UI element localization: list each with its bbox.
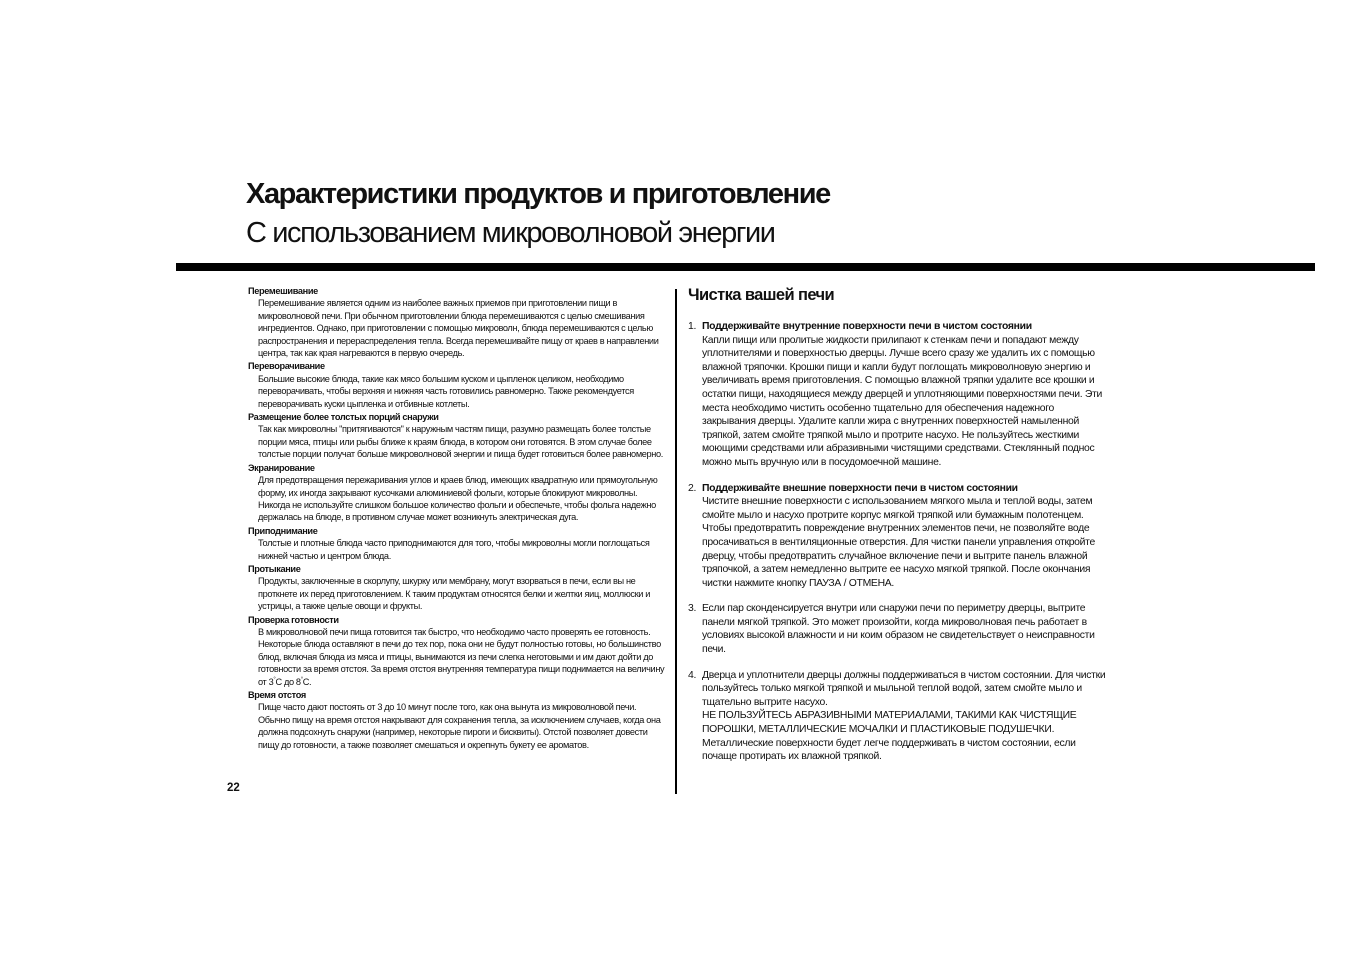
degree-sign: ° [273,676,276,683]
cleaning-item [688,669,1108,764]
left-column [248,284,668,751]
text-part: С. [302,676,312,687]
section-text [258,626,668,688]
item-warning-text: НЕ ПОЛЬЗУЙТЕСЬ АБРАЗИВНЫМИ МАТЕРИАЛАМИ, ТАКИМИ КАК ЧИСТЯЩИЕ ПОРОШКИ, МЕТАЛЛИЧЕСКИЕ МОЧАЛКИ И ПЛАСТИКОВЫЕ ПОДУШЕЧКИ. Металлические поверхности будет легче поддерживать в чистом состоянии, если почаще протирать их влажной тряпкой. [702,710,1077,763]
section-heading: Протыкание [248,563,301,574]
text-part: С до 8 [275,676,301,687]
section-heading: Приподнимание [248,525,318,536]
item-heading: Поддерживайте внешние поверхности печи в чистом состоянии [702,482,1018,494]
section-heading: Переворачивание [248,361,325,372]
section-text: Большие высокие блюда, такие как мясо большим куском и цыпленок целиком, необходимо переворачивать, чтобы верхняя и нижняя часть готовились равномерно. Также рекомендуется переворачивать куски цыпленка и отбивные котлеты. [258,373,634,409]
item-body [702,482,1108,591]
section-elevating [248,524,668,562]
section-text: Так как микроволны "притягиваются" к наружным частям пищи, разумно размещать более толстые порции мяса, птицы или рыбы ближе к краям блюда, в котором они готовятся. В этом случае более толстые порции получат больше микроволновой энергии и пища будет готовиться более равномерно. [258,424,663,460]
section-shielding [248,461,668,524]
text-part: В микроволновой печи пища готовится так быстро, что необходимо часто проверять ее готовность. Некоторые блюда оставляют в печи до тех пор, пока они не будут полностью готовы, но большинство блюд, включая блюда из мяса и птицы, вынимаются из печи слегка неготовыми и им дают дойти до готовности за время отстоя. За время отстоя внутренняя температура пищи поднимается на величину от 3 [258,626,665,687]
page-subtitle: С использованием микроволновой энергии [246,217,775,249]
column-divider [675,289,677,794]
section-heading: Перемешивание [248,286,318,296]
section-text: Толстые и плотные блюда часто приподнимаются для того, чтобы микроволны могли поглощаться нижней частью и центром блюда. [258,538,650,561]
cleaning-title: Чистка вашей печи [688,286,835,304]
section-piercing [248,562,668,613]
degree-sign: ° [300,676,303,683]
section-heading: Экранирование [248,462,315,473]
item-number: 4. [688,669,697,681]
page-title: Характеристики продуктов и приготовление [246,178,830,210]
section-heading: Время отстоя [248,690,306,700]
item-number: 3. [688,603,697,615]
item-text: Если пар сконденсируется внутри или снаружи печи по периметру дверцы, вытрите панели мягкой тряпкой. Это может произойти, когда микроволновая печь работает в условиях высокой влажности и ни коим образом не свидетельствует о неисправности печи. [702,603,1095,656]
item-number: 2. [688,482,697,494]
item-number: 1. [688,321,697,332]
section-turning [248,359,668,410]
section-standing-time [248,688,668,751]
section-text: Перемешивание является одним из наиболее важных приемов при приготовлении пищи в микроволновой печи. При обычном приготовлении блюда перемешиваются с целью смешивания ингредиентов. Однако, при приготовлении с помощью микроволн, блюда перемешиваются с целью распространения и перераспределения тепла. Всегда перемешивайте пищу от краев в направлении центра, так как края нагреваются в первую очередь. [258,298,659,359]
cleaning-item [688,602,1108,656]
section-stirring [248,284,668,359]
item-body [702,320,1108,470]
page-number: 22 [227,782,240,794]
item-body [702,669,1108,764]
section-text: Для предотвращения пережаривания углов и краев блюд, имеющих квадратную или прямоугольную форму, их иногда закрывают кусочками алюминиевой фольги, которые блокируют микроволны. Никогда не используйте слишком большое количество фольги и обеспечьте, чтобы фольга надежно держалась на блюде, в противном случае может возникнуть электрическая дуга. [258,475,658,523]
cleaning-item [688,320,1108,470]
section-heading: Размещение более толстых порций снаружи [248,412,439,423]
section-doneness [248,613,668,688]
item-text: Дверца и уплотнители дверцы должны поддерживаться в чистом состоянии. Для чистки пользуйтесь только мягкой тряпкой и мыльной теплой водой, затем смойте мыло и тщательно вытрите насухо. [702,669,1106,708]
item-text: Чистите внешние поверхности с использованием мягкого мыла и теплой воды, затем смойте мыло и насухо протрите корпус мягкой тряпкой или бумажным полотенцем. Чтобы предотвратить повреждение внутренних элементов печи, не позволяйте воде просачиваться в вентиляционные отверстия. Для чистки панели управления откройте дверцу, чтобы предотвратить случайное включение печи и вытрите панель влажной тряпочкой, а затем немедленно вытрите ее насухо мягкой тряпкой. После окончания чистки нажмите кнопку ПАУЗА / ОТМЕНА. [702,496,1095,589]
right-column [688,284,1108,776]
cleaning-item [688,482,1108,591]
section-heading: Проверка готовности [248,614,339,625]
section-text: Продукты, заключенные в скорлупу, шкурку или мембрану, могут взорваться в печи, если вы не проткнете их перед приготовлением. К таким продуктам относятся белки и желтки яиц, моллюски и устрицы, а также целые овощи и фрукты. [258,576,651,612]
item-text: Капли пищи или пролитые жидкости прилипают к стенкам печи и попадают между уплотнителями и поверхностью дверцы. Лучше всего сразу же удалить их с помощью влажной тряпочки. Крошки пищи и капли будут поглощать микроволновую энергию и увеличивать время приготовления. С помощью влажной тряпки удалите все крошки и остатки пищи, находящиеся между дверцей и уплотняющими поверхностями печи. Эти места необходимо чистить особенно тщательно для обеспечения надежного закрывания дверцы. Удалите капли жира с внутренних поверхностей намыленной тряпкой, затем смойте тряпкой мыло и протрите насухо. Не пользуйтесь жесткими моющими средствами или абразивными чистящими средствами. Стеклянный поднос можно мыть вручную или в посудомоечной машине. [702,334,1103,468]
item-heading: Поддерживайте внутренние поверхности печи в чистом состоянии [702,321,1032,332]
section-arranging [248,410,668,461]
section-text: Пище часто дают постоять от 3 до 10 минут после того, как она вынута из микроволновой печи. Обычно пищу на время отстоя накрывают для сохранения тепла, за исключением случаев, когда она должна подсохнуть снаружи (например, некоторые пироги и бисквиты). Отстой позволяет довести пищу до готовности, а также позволяет смешаться и окрепнуть букету ее ароматов. [258,702,661,750]
item-body [702,602,1108,656]
header-rule [176,263,1315,271]
